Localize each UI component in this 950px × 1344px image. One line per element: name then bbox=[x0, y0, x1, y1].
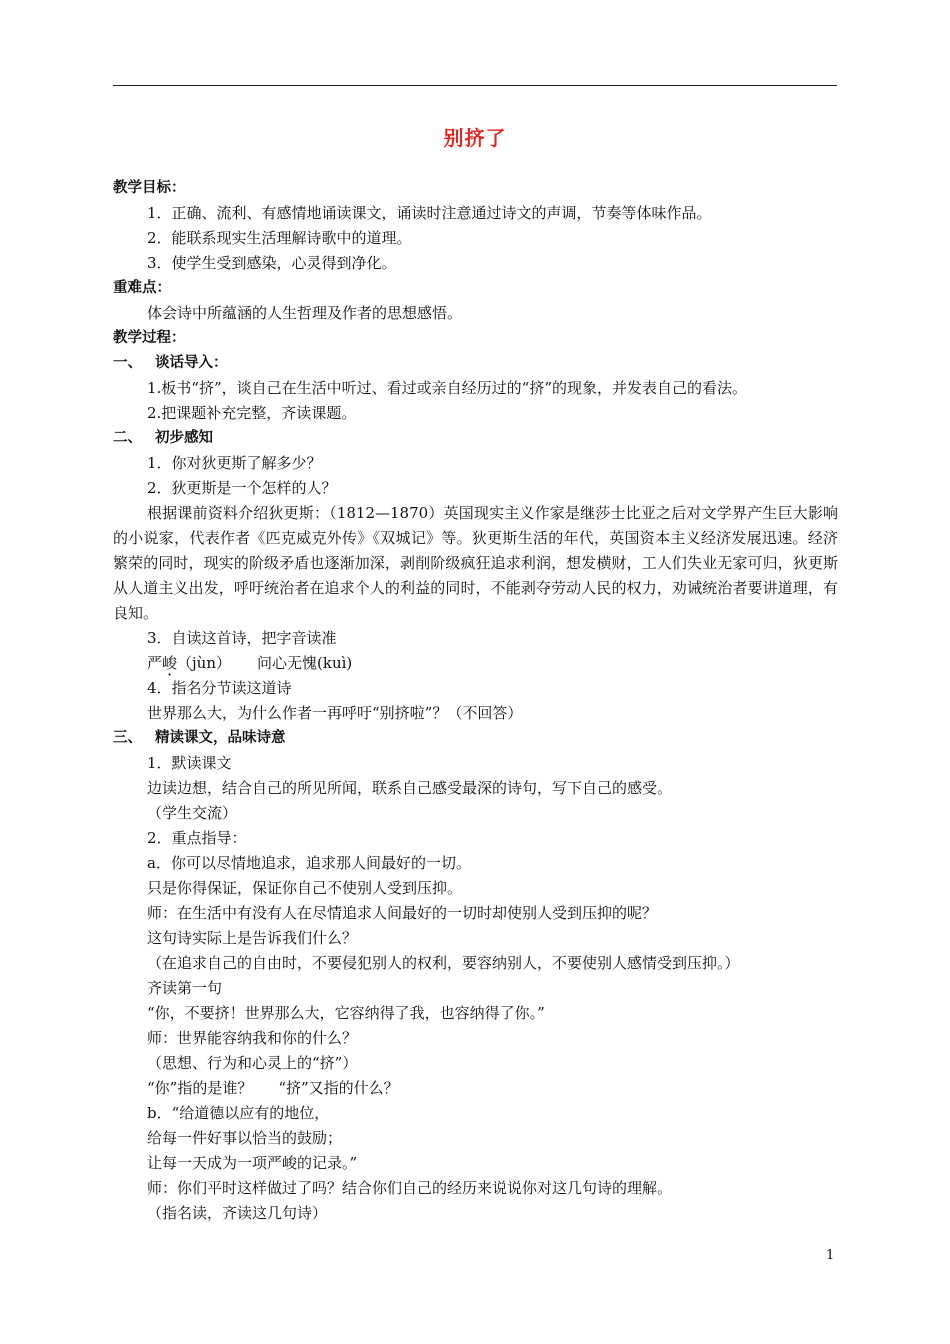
body-line: a．你可以尽情地追求，追求那人间最好的一切。 bbox=[147, 854, 471, 872]
section-number: 一、 bbox=[113, 355, 142, 371]
emphasized-char: 峻 bbox=[162, 654, 178, 672]
key-points-heading: 重难点： bbox=[113, 280, 171, 296]
body-line: 师：世界能容纳我和你的什么？ bbox=[147, 1029, 358, 1047]
body-line: （思想、行为和心灵上的“挤”） bbox=[147, 1054, 358, 1072]
section-number: 二、 bbox=[113, 430, 142, 446]
body-line: （在追求自己的自由时，不要侵犯别人的权利，要容纳别人，不要使别人感情受到压抑。） bbox=[147, 954, 740, 972]
pron-char: 严 bbox=[147, 654, 163, 672]
section-item: 1.板书“挤”，谈自己在生活中听过、看过或亲自经历过的“挤”的现象，并发表自己的看法。 bbox=[147, 379, 747, 397]
section-title: 初步感知 bbox=[155, 430, 213, 446]
pron-word: 问心无愧(kuì) bbox=[257, 654, 353, 672]
section-item: 2.把课题补充完整，齐读课题。 bbox=[147, 404, 357, 422]
body-line: 这句诗实际上是告诉我们什么？ bbox=[147, 929, 358, 947]
objective-item: 3．使学生受到感染，心灵得到净化。 bbox=[147, 254, 397, 272]
body-line: 只是你得保证，保证你自己不使别人受到压抑。 bbox=[147, 879, 463, 897]
body-line: 齐读第一句 bbox=[147, 979, 223, 997]
body-line bbox=[113, 1076, 838, 1101]
section-title: 谈话导入： bbox=[155, 355, 228, 371]
body-line: （指名读，齐读这几句诗） bbox=[147, 1204, 328, 1222]
question-item: 2．狄更斯是一个怎样的人？ bbox=[147, 479, 337, 497]
document-body bbox=[113, 176, 838, 1226]
body-line: 2．重点指导： bbox=[147, 829, 247, 847]
body-line: 1．默读课文 bbox=[147, 754, 232, 772]
process-heading: 教学过程： bbox=[113, 330, 186, 346]
pinyin: （jùn） bbox=[177, 654, 232, 672]
objectives-heading: 教学目标： bbox=[113, 180, 186, 196]
body-line: 师：在生活中有没有人在尽情追求人间最好的一切时却使别人受到压抑的呢？ bbox=[147, 904, 658, 922]
body-line: 师：你们平时这样做过了吗？结合你们自己的经历来说说你对这几句诗的理解。 bbox=[147, 1179, 673, 1197]
question-item: 3．自读这首诗，把字音读准 bbox=[147, 629, 337, 647]
header-rule bbox=[113, 85, 837, 86]
body-line: “你，不要挤！世界那么大，它容纳得了我，也容纳得了你。” bbox=[147, 1004, 545, 1022]
question-note: 世界那么大，为什么作者一再呼吁“别挤啦”？（不回答） bbox=[147, 704, 523, 722]
question-what: “挤”又指的什么？ bbox=[278, 1079, 399, 1097]
section-title: 精读课文，品味诗意 bbox=[155, 730, 286, 746]
question-item: 1．你对狄更斯了解多少？ bbox=[147, 454, 322, 472]
body-line: （学生交流） bbox=[147, 804, 238, 822]
objective-item: 1．正确、流利、有感情地诵读课文，诵读时注意通过诗文的声调，节奏等体味作品。 bbox=[147, 204, 712, 222]
section-number: 三、 bbox=[113, 730, 142, 746]
section-heading bbox=[113, 726, 838, 751]
body-line: 给每一件好事以恰当的鼓励； bbox=[147, 1129, 343, 1147]
objective-item: 2．能联系现实生活理解诗歌中的道理。 bbox=[147, 229, 412, 247]
section-heading bbox=[113, 351, 838, 376]
key-points-text: 体会诗中所蕴涵的人生哲理及作者的思想感悟。 bbox=[147, 304, 463, 322]
question-item: 4．指名分节读这道诗 bbox=[147, 679, 292, 697]
question-who: “你”指的是谁？ bbox=[147, 1079, 253, 1097]
dickens-intro-paragraph: 根据课前资料介绍狄更斯：（1812—1870）英国现实主义作家是继莎士比亚之后对文学界产生巨大影响的小说家，代表作者《匹克威克外传》《双城记》等。狄更斯生活的年代，英国资本主义经济发展迅速。经济繁荣的同时，现实的阶级矛盾也逐渐加深，剥削阶级疯狂追求利润，想发横财，工人们失业无家可归，狄更斯从人道主义出发，呼吁统治者在追求个人的利益的同时，不能剥夺劳动人民的权力，劝诫统治者要讲道理，有良知。 bbox=[113, 504, 838, 622]
page-number: 1 bbox=[826, 1248, 835, 1263]
document-title: 别挤了 bbox=[443, 126, 507, 150]
section-heading bbox=[113, 426, 838, 451]
body-line: b．“给道德以应有的地位， bbox=[147, 1104, 330, 1122]
body-line: 边读边想，结合自己的所见所闻，联系自己感受最深的诗句，写下自己的感受。 bbox=[147, 779, 673, 797]
body-line: 让每一天成为一项严峻的记录。” bbox=[147, 1154, 358, 1172]
pronunciation-line bbox=[113, 651, 838, 676]
